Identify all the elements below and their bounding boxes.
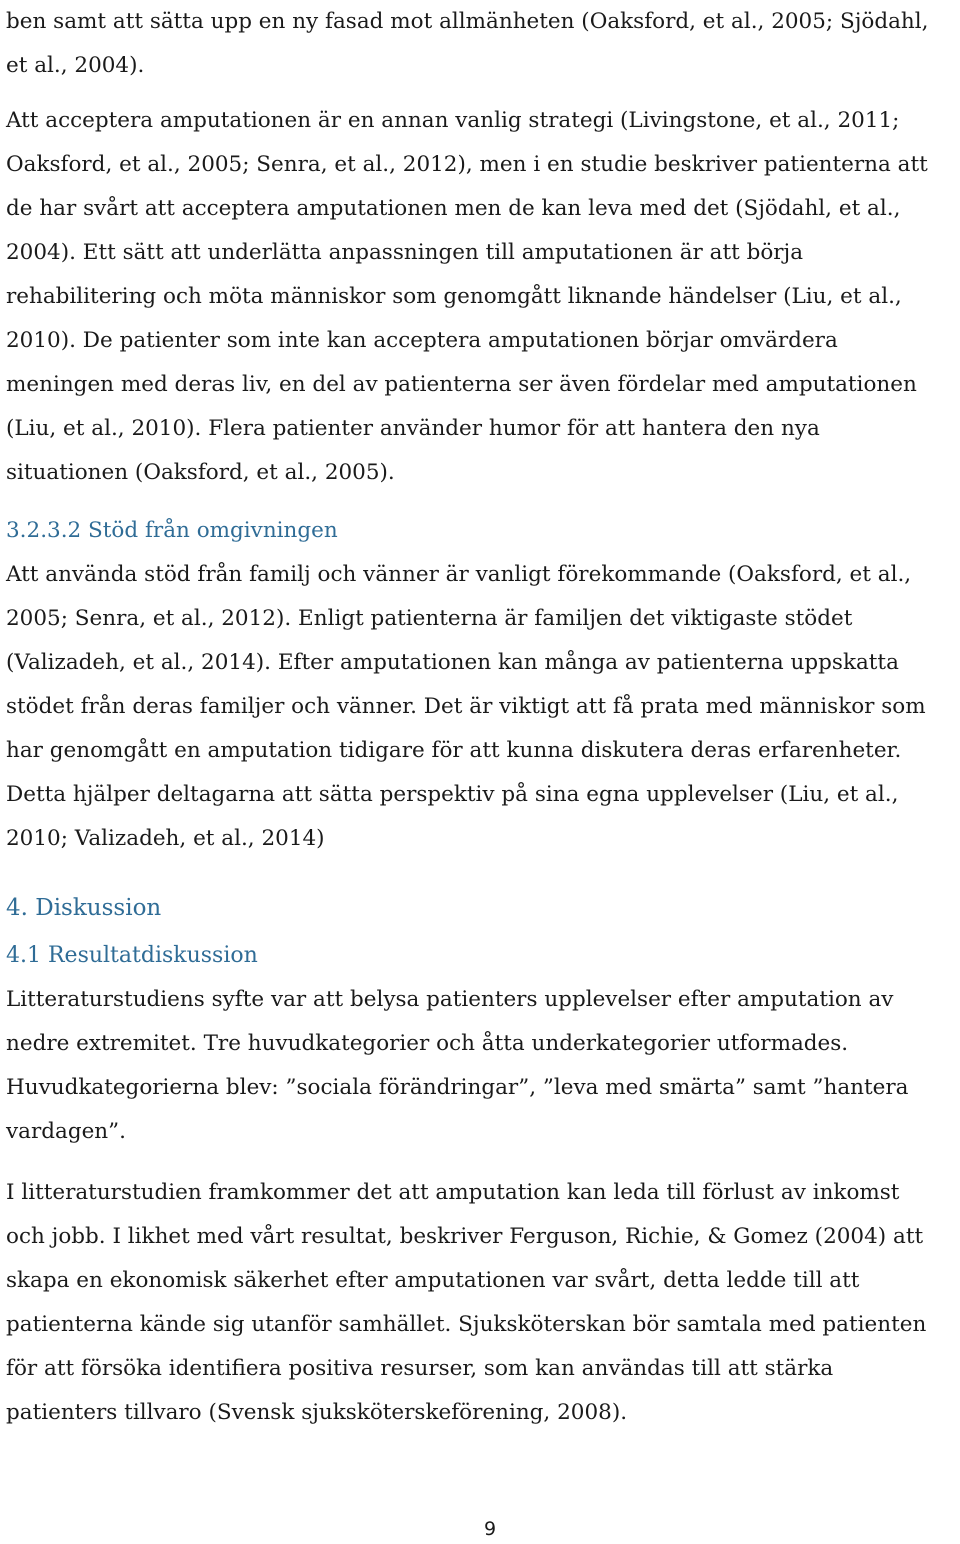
text-line: skapa en ekonomisk säkerhet efter amputationen var svårt, detta ledde till att [6,1268,860,1293]
paragraph-3 [6,553,956,861]
text-line: de har svårt att acceptera amputationen men de kan leva med det (Sjödahl, et al., [6,196,901,221]
page-number: 9 [483,1518,497,1540]
text-line: och jobb. I likhet med vårt resultat, beskriver Ferguson, Richie, & Gomez (2004) att [6,1224,924,1249]
text-line: för att försöka identifiera positiva resurser, som kan användas till att stärka [6,1356,834,1381]
text-line: har genomgått en amputation tidigare för att kunna diskutera deras erfarenheter. [6,738,902,763]
text-line: vardagen”. [6,1119,126,1144]
text-line: (Liu, et al., 2010). Flera patienter använder humor för att hantera den nya [6,416,820,441]
text-line: stödet från deras familjer och vänner. Det är viktigt att få prata med människor som [6,694,926,719]
text-line: Oaksford, et al., 2005; Senra, et al., 2012), men i en studie beskriver patienterna att [6,152,928,177]
text-line: nedre extremitet. Tre huvudkategorier och åtta underkategorier utformades. [6,1031,849,1056]
text-line: Att acceptera amputationen är en annan vanlig strategi (Livingstone, et al., 2011; [6,108,900,133]
paragraph-4 [6,978,956,1154]
text-line: patienters tillvaro (Svensk sjuksköterskeförening, 2008). [6,1400,628,1425]
text-line: (Valizadeh, et al., 2014). Efter amputationen kan många av patienterna uppskatta [6,650,899,675]
section-heading-4-1: 4.1 Resultatdiskussion [6,943,258,968]
text-line: Litteraturstudiens syfte var att belysa patienters upplevelser efter amputation av [6,987,894,1012]
paragraph-2 [6,99,956,495]
text-line: et al., 2004). [6,53,145,78]
section-heading-3-2-3-2: 3.2.3.2 Stöd från omgivningen [6,518,338,543]
text-line: Att använda stöd från familj och vänner är vanligt förekommande (Oaksford, et al., [6,562,912,587]
text-line: 2010; Valizadeh, et al., 2014) [6,826,325,851]
text-line: rehabilitering och möta människor som genomgått liknande händelser (Liu, et al., [6,284,902,309]
section-heading-4: 4. Diskussion [6,895,162,921]
text-line: situationen (Oaksford, et al., 2005). [6,460,395,485]
text-line: I litteraturstudien framkommer det att amputation kan leda till förlust av inkomst [6,1180,900,1205]
text-line: 2004). Ett sätt att underlätta anpassningen till amputationen är att börja [6,240,804,265]
paragraph-1 [6,0,956,88]
text-line: ben samt att sätta upp en ny fasad mot allmänheten (Oaksford, et al., 2005; Sjödahl, [6,9,929,34]
text-line: 2010). De patienter som inte kan acceptera amputationen börjar omvärdera [6,328,838,353]
text-line: 2005; Senra, et al., 2012). Enligt patienterna är familjen det viktigaste stödet [6,606,853,631]
text-line: Huvudkategorierna blev: ”sociala förändringar”, ”leva med smärta” samt ”hantera [6,1075,909,1100]
text-line: meningen med deras liv, en del av patienterna ser även fördelar med amputationen [6,372,917,397]
text-line: patienterna kände sig utanför samhället. Sjuksköterskan bör samtala med patienten [6,1312,927,1337]
paragraph-5 [6,1171,956,1435]
text-line: Detta hjälper deltagarna att sätta perspektiv på sina egna upplevelser (Liu, et al., [6,782,899,807]
